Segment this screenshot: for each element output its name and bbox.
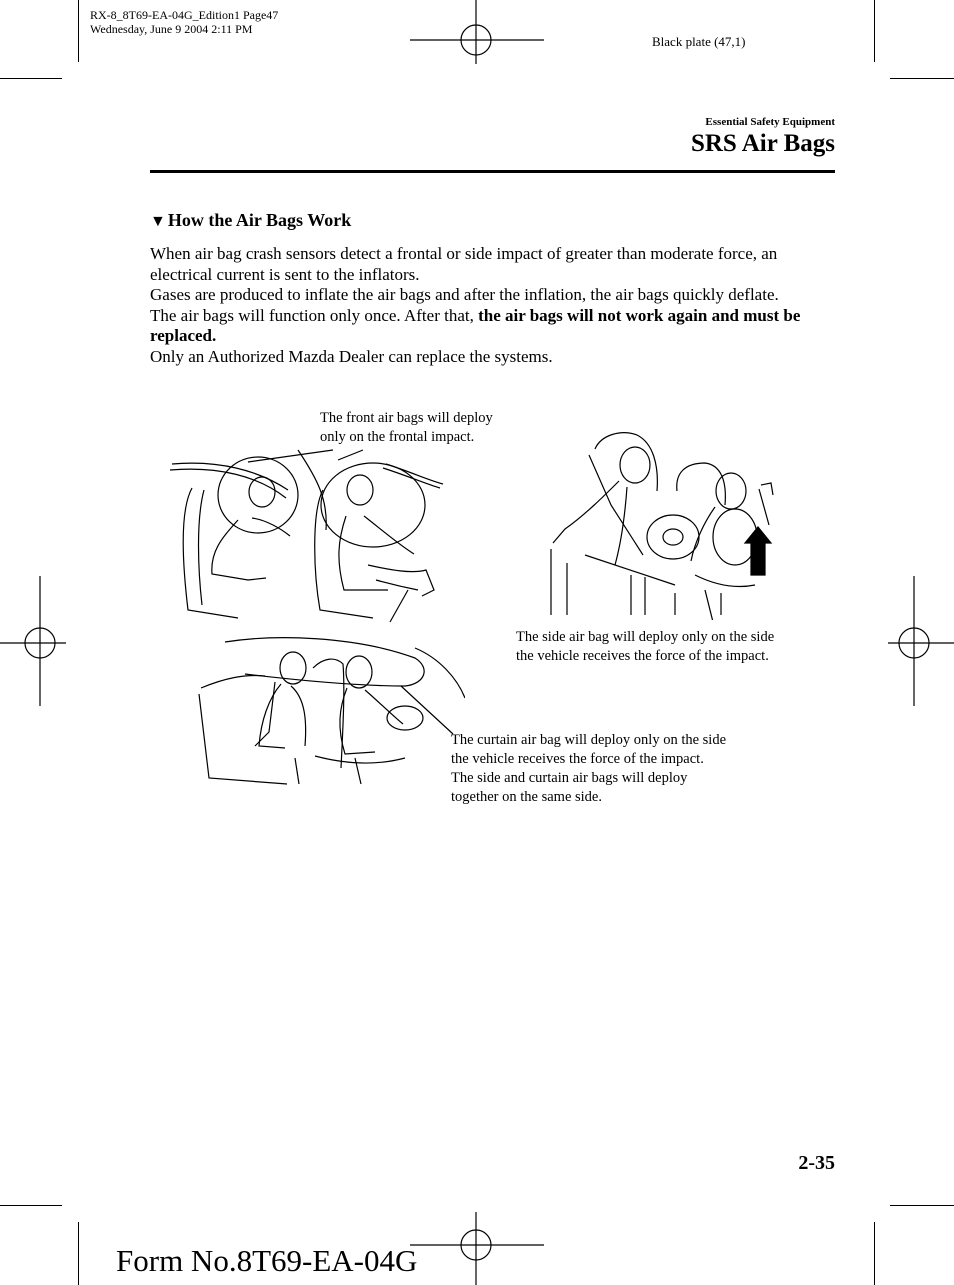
caption-line: the vehicle receives the force of the impact. (451, 751, 704, 767)
subheading (150, 210, 351, 231)
caption-line: The side and curtain air bags will deploy (451, 770, 688, 786)
caption-line: together on the same side. (451, 789, 602, 805)
subheading-text: How the Air Bags Work (167, 210, 352, 230)
triangle-marker-icon: ▼ (150, 213, 166, 230)
plate-label: Black plate (47,1) (652, 34, 746, 49)
print-job-file: RX-8_8T69-EA-04G_Edition1 Page47 (90, 8, 279, 22)
registration-mark-right (874, 576, 954, 710)
registration-mark-bottom (410, 1212, 544, 1285)
crop-mark (874, 0, 875, 62)
body-text (150, 244, 840, 368)
curtain-airbag-illustration (195, 628, 465, 786)
caption-curtain-airbag (451, 731, 726, 807)
paragraph: Only an Authorized Mazda Dealer can replace the systems. (150, 346, 553, 366)
crop-mark (78, 0, 79, 62)
crop-mark (890, 1205, 954, 1206)
page-title: SRS Air Bags (690, 130, 835, 157)
print-job-date: Wednesday, June 9 2004 2:11 PM (90, 22, 253, 36)
caption-line: The curtain air bag will deploy only on the side (451, 732, 727, 748)
title-rule (150, 170, 835, 173)
paragraph: Gases are produced to inflate the air bags and after the inflation, the air bags quickly deflate. (150, 285, 779, 305)
form-number: Form No.8T69-EA-04G (116, 1243, 418, 1278)
page-number: 2-35 (798, 1152, 835, 1174)
leader-line (401, 686, 453, 734)
crop-mark (874, 1222, 875, 1285)
caption-side-airbag (516, 628, 774, 666)
caption-line: the vehicle receives the force of the impact. (516, 648, 769, 664)
leader-line (338, 450, 363, 460)
paragraph-normal: The air bags will function only once. After that, (150, 305, 479, 325)
crop-mark (0, 1205, 62, 1206)
leader-line (248, 450, 333, 462)
caption-line: only on the frontal impact. (320, 429, 475, 445)
warning-emphasis: the air bags will not work again and must be replaced. (150, 305, 801, 346)
paragraph: When air bag crash sensors detect a frontal or side impact of greater than moderate force, an electrical current is sent to the inflators. (150, 244, 778, 284)
crop-mark (78, 1222, 79, 1285)
front-airbag-illustration (168, 440, 448, 625)
paragraph (150, 306, 840, 347)
print-job-info (90, 8, 278, 36)
caption-line: The front air bags will deploy (320, 410, 493, 426)
crop-mark (0, 78, 62, 79)
side-airbag-illustration (545, 425, 785, 620)
section-kicker: Essential Safety Equipment (705, 116, 835, 128)
registration-mark-top (410, 0, 544, 80)
crop-mark (890, 78, 954, 79)
caption-line: The side air bag will deploy only on the side (516, 629, 775, 645)
registration-mark-left (0, 576, 80, 710)
